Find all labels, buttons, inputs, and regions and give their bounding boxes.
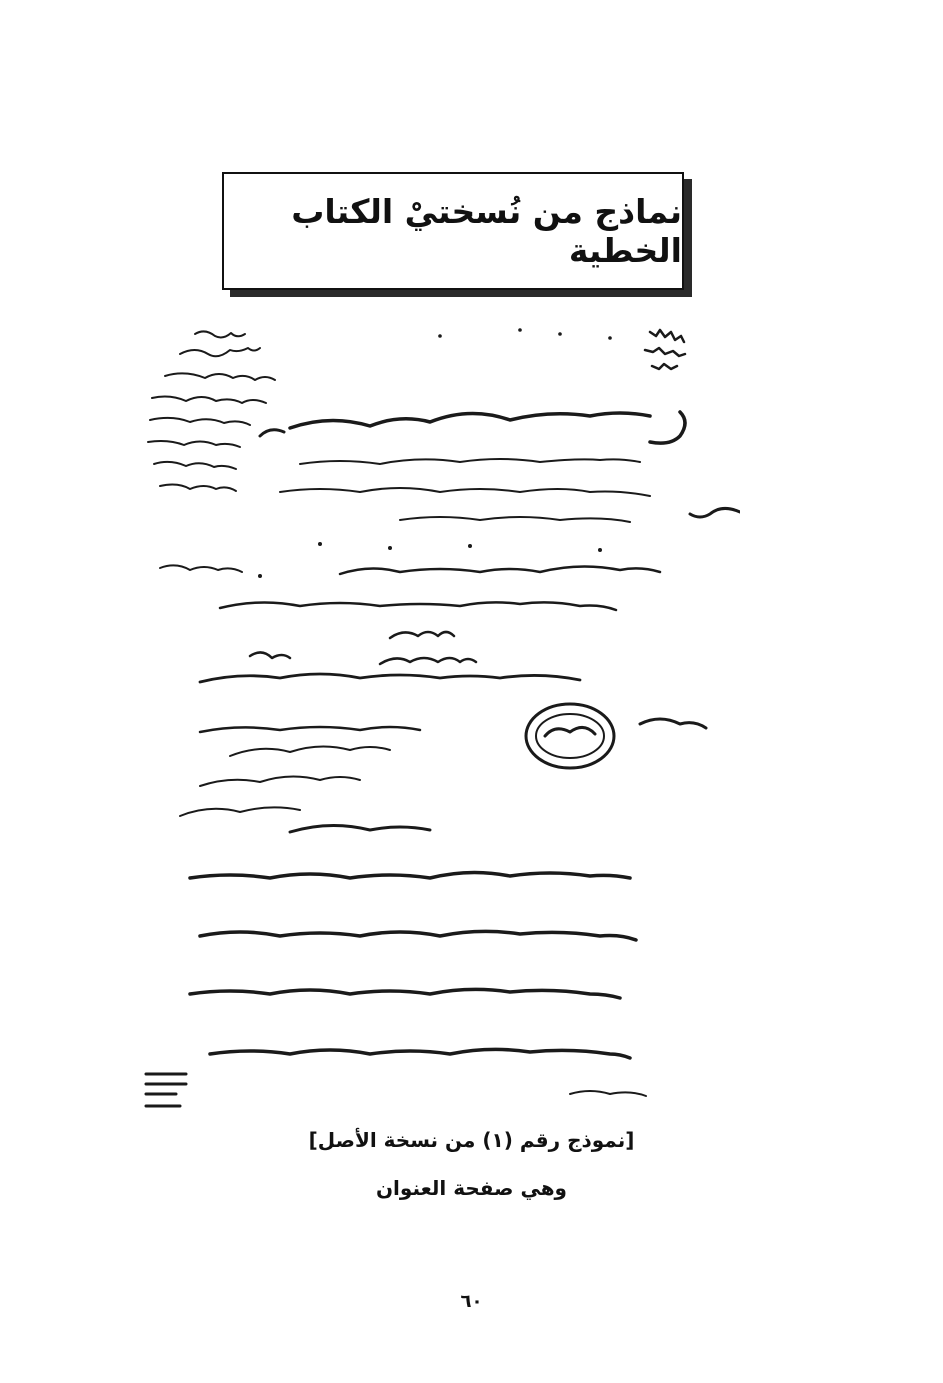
heading-box — [222, 172, 684, 290]
figure-subcaption: وهي صفحة العنوان — [375, 1176, 567, 1200]
figure-caption: [نموذج رقم (١) من نسخة الأصل] — [308, 1128, 635, 1152]
manuscript-title-page-image — [140, 316, 740, 1116]
manuscript-drawing — [140, 316, 740, 1116]
page-heading: نماذج من نُسختيْ الكتاب الخطية — [291, 192, 682, 270]
page-number: ٦٠ — [460, 1291, 483, 1312]
